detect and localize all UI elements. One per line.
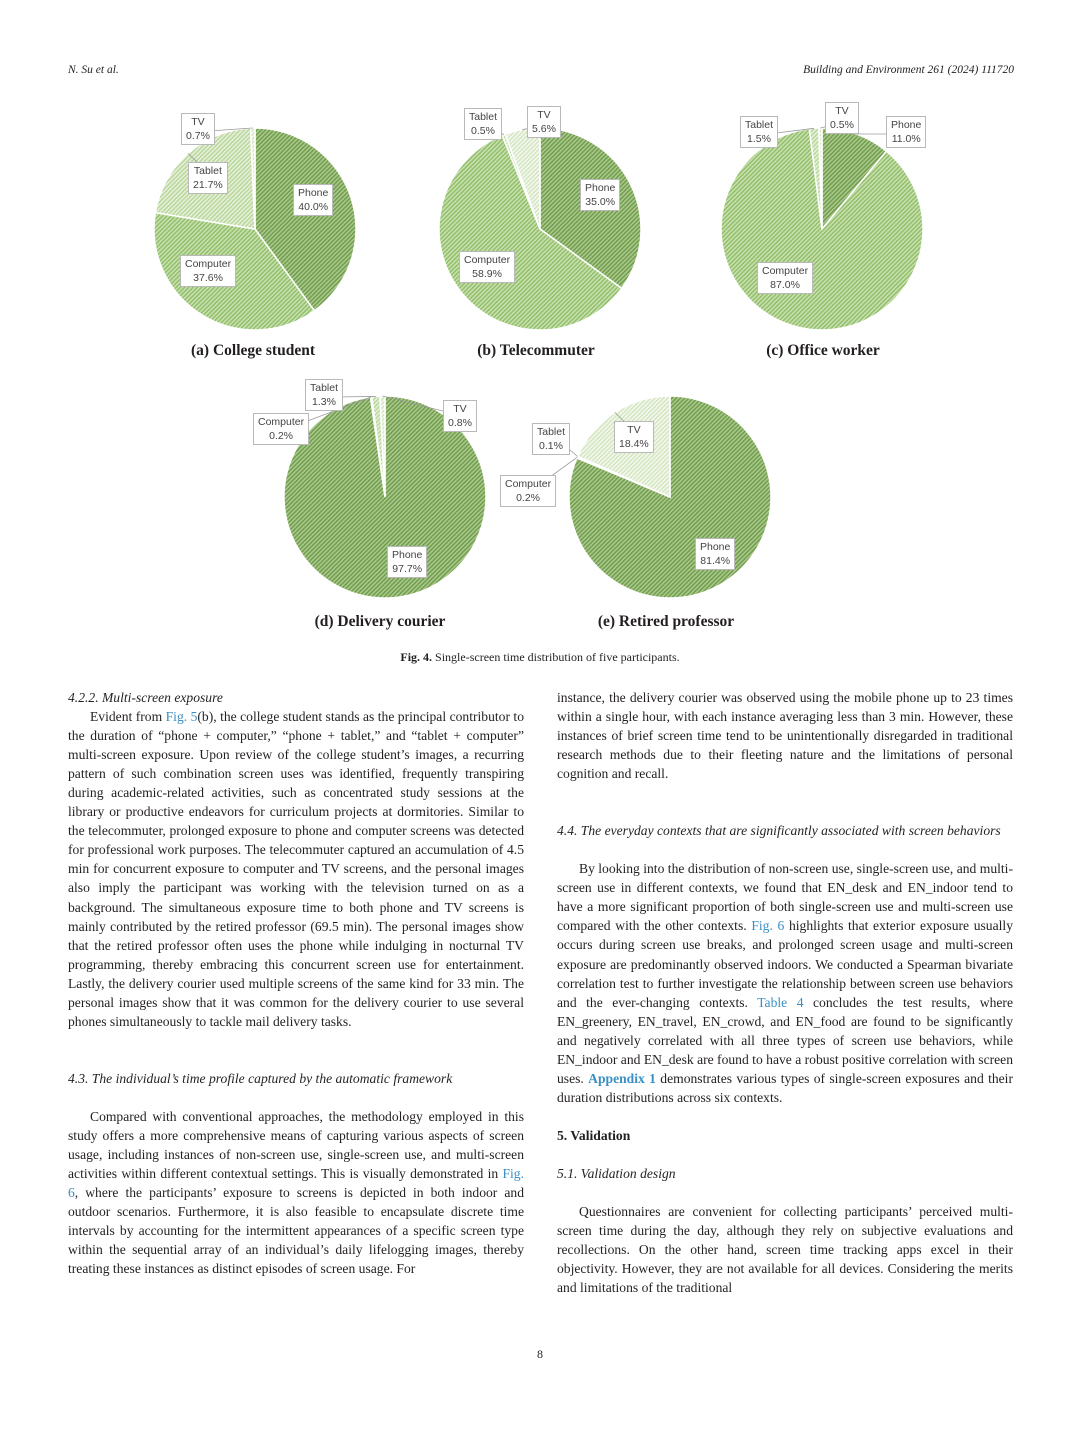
chart-title: (d) Delivery courier [314,613,446,630]
chart-title: (a) College student [191,342,315,359]
data-label-value: 81.4% [700,555,731,567]
data-label-category: Tablet [745,119,774,131]
chart-title: (e) Retired professor [597,613,735,630]
data-label-category: Computer [258,416,305,428]
data-label-category: TV [191,116,205,128]
data-label-value: 40.0% [298,201,329,213]
data-label-value: 18.4% [619,438,649,450]
right-column [557,688,1013,1297]
data-label-value: 11.0% [891,133,921,145]
page-number: 8 [537,1347,543,1361]
fig-6-link[interactable]: Fig. 6 [751,918,785,934]
paragraph: Evident from Fig. 5(b), the college student stands as the principal contributor to the duration of “phone + computer,” “phone + tablet,” and “tablet + computer” multi-screen exposure. Upon review of the college student’s images, a recurring pattern of such combination screen uses was identified, frequently transpiring during academic-related activities, such as concentrated study sessions at the library or productive endeavors for curriculum projects at dormitories. Similar to the telecommuter, prolonged exposure to phone and computer screens was detected for professional work purposes. The telecommuter captured an accumulation of 4.5 min for concurrent exposure to computer and TV screens, and the personal images also imply the participant was working with the television turned on as a background. The simultaneous exposure time to both phone and TV screens is mainly contributed by the retired professor (69.5 min). The personal images show that the retired professor often uses the phone while indulging in nocturnal TV programming, thereby embracing this concurrent screen use for entertainment. Lastly, the delivery courier used multiple screens of the same kind for 33 min. The personal images show that it was common for the delivery courier to use several phones simultaneously to tackle mail delivery tasks. [68,709,524,1029]
data-label-category: TV [627,424,641,436]
data-label-category: Computer [185,258,232,270]
data-label-category: Tablet [537,426,566,438]
figure-caption [0,650,1080,665]
paragraph: By looking into the distribution of non-screen use, single-screen use, and multi-screen use in different contexts, we found that EN_desk and EN_indoor tend to have a more significant proportion of both single-screen use and multi-screen use compared with the other contexts. Fig. 6 highlights that exterior exposure usually occurs during screen use breaks, and prolonged screen usage and multi-screen exposure are predominantly observed indoors. We conducted a Spearman bivariate correlation test to further investigate the relationship between screen use behaviors and the ever-changing contexts. Table 4 concludes the test results, where EN_greenery, EN_travel, EN_crowd, and EN_food are found to be significantly and negatively correlated with all three types of screen use behaviors, while EN_indoor and EN_desk are found to have a robust positive correlation with screen uses. Appendix 1 demonstrates various types of single-screen exposures and their duration distributions across six contexts. [557,861,1014,1105]
data-label-value: 0.1% [539,440,563,452]
data-label-value: 37.6% [193,272,223,284]
chart-title: (b) Telecommuter [477,342,595,359]
left-column [68,688,524,1278]
data-label-value: 5.6% [532,123,556,135]
data-label-value: 35.0% [585,196,616,208]
appendix-1-link[interactable]: Appendix 1 [588,1070,656,1086]
data-label-category: Phone [700,541,731,553]
data-label-category: TV [537,109,551,121]
data-label-tablet [532,423,570,455]
running-header-authors: N. Su et al. [68,64,119,76]
data-label-value: 0.7% [186,130,210,142]
data-label-value: 21.7% [193,179,223,191]
data-label-category: Computer [762,265,809,277]
data-label-value: 0.2% [269,430,294,442]
data-label-category: TV [453,403,467,415]
data-label-value: 0.5% [830,119,854,131]
subsection-heading-5-1: 5.1. Validation design [557,1165,676,1181]
data-label-category: Tablet [193,165,222,177]
data-label-category: TV [835,105,849,117]
subsection-heading-4-2-2: 4.2.2. Multi-screen exposure [68,690,223,705]
section-heading-5: 5. Validation [557,1127,631,1143]
data-label-value: 87.0% [770,279,800,291]
paragraph: Questionnaires are convenient for collecting participants’ perceived multi-screen time during the day, although they rely on subjective evaluations and recollections. On the other hand, screen time tracking apps excel in their objectivity. However, they are not available for all devices. Considering the merits and limitations of the traditional [557,1203,1013,1296]
data-label-category: Phone [392,549,423,561]
figure-4 [0,0,1080,680]
data-label-category: Tablet [310,382,339,394]
data-label-value: 0.8% [448,417,472,429]
paragraph: instance, the delivery courier was observed using the mobile phone up to 23 times within a single hour, with each instance averaging less than 3 min. However, these instances of brief screen time tend to be unintentionally disregarded in traditional research methods due to their fleeting nature and the limitations of personal cognition and recall. [557,690,1013,782]
data-label-category: Phone [891,119,922,131]
fig-6-link[interactable]: Fig. 6 [68,1166,524,1201]
section-heading-4-3: 4.3. The individual’s time profile captured by the automatic framework [68,1070,453,1086]
data-label-phone [695,538,735,570]
data-label-category: Tablet [469,111,498,123]
fig-5-link[interactable]: Fig. 5 [165,709,198,725]
data-label-category: Computer [505,478,552,490]
data-label-value: 1.5% [747,133,771,145]
data-label-value: 0.2% [516,492,541,504]
table-4-link[interactable]: Table 4 [757,994,804,1010]
chart-title: (c) Office worker [766,342,880,359]
paragraph: Compared with conventional approaches, the methodology employed in this study offers a more comprehensive means of capturing various aspects of screen usage, including instances of non-screen use, single-screen use, and multi-screen activities within different contextual settings. This is visually demonstrated in Fig. 6, where the participants’ exposure to screens is depicted in both indoor and outdoor scenarios. Furthermore, it is also feasible to encapsulate discrete time intervals by accounting for the intermittent appearances of a specific screen type within the sequential array of an individual’s daily lifelogging images, thereby treating these instances as distinct episodes of screen usage. For [68,1108,524,1277]
data-label-value: 0.5% [471,125,495,137]
data-label-computer [500,475,556,507]
pie-svg [0,0,1080,680]
data-label-value: 58.9% [472,268,502,280]
data-label-category: Computer [464,254,511,266]
section-heading-4-4: 4.4. The everyday contexts that are significantly associated with screen behaviors [557,823,1001,839]
data-label-value: 97.7% [392,563,423,575]
data-label-category: Phone [298,187,329,199]
running-header-journal: Building and Environment 261 (2024) 111720 [803,64,1014,76]
data-label-category: Phone [585,182,616,194]
data-label-tv [614,421,654,453]
data-label-value: 1.3% [312,396,336,408]
figure-label: Fig. 4. [400,650,433,664]
figure-caption-text: Single-screen time distribution of five participants. [435,650,680,664]
